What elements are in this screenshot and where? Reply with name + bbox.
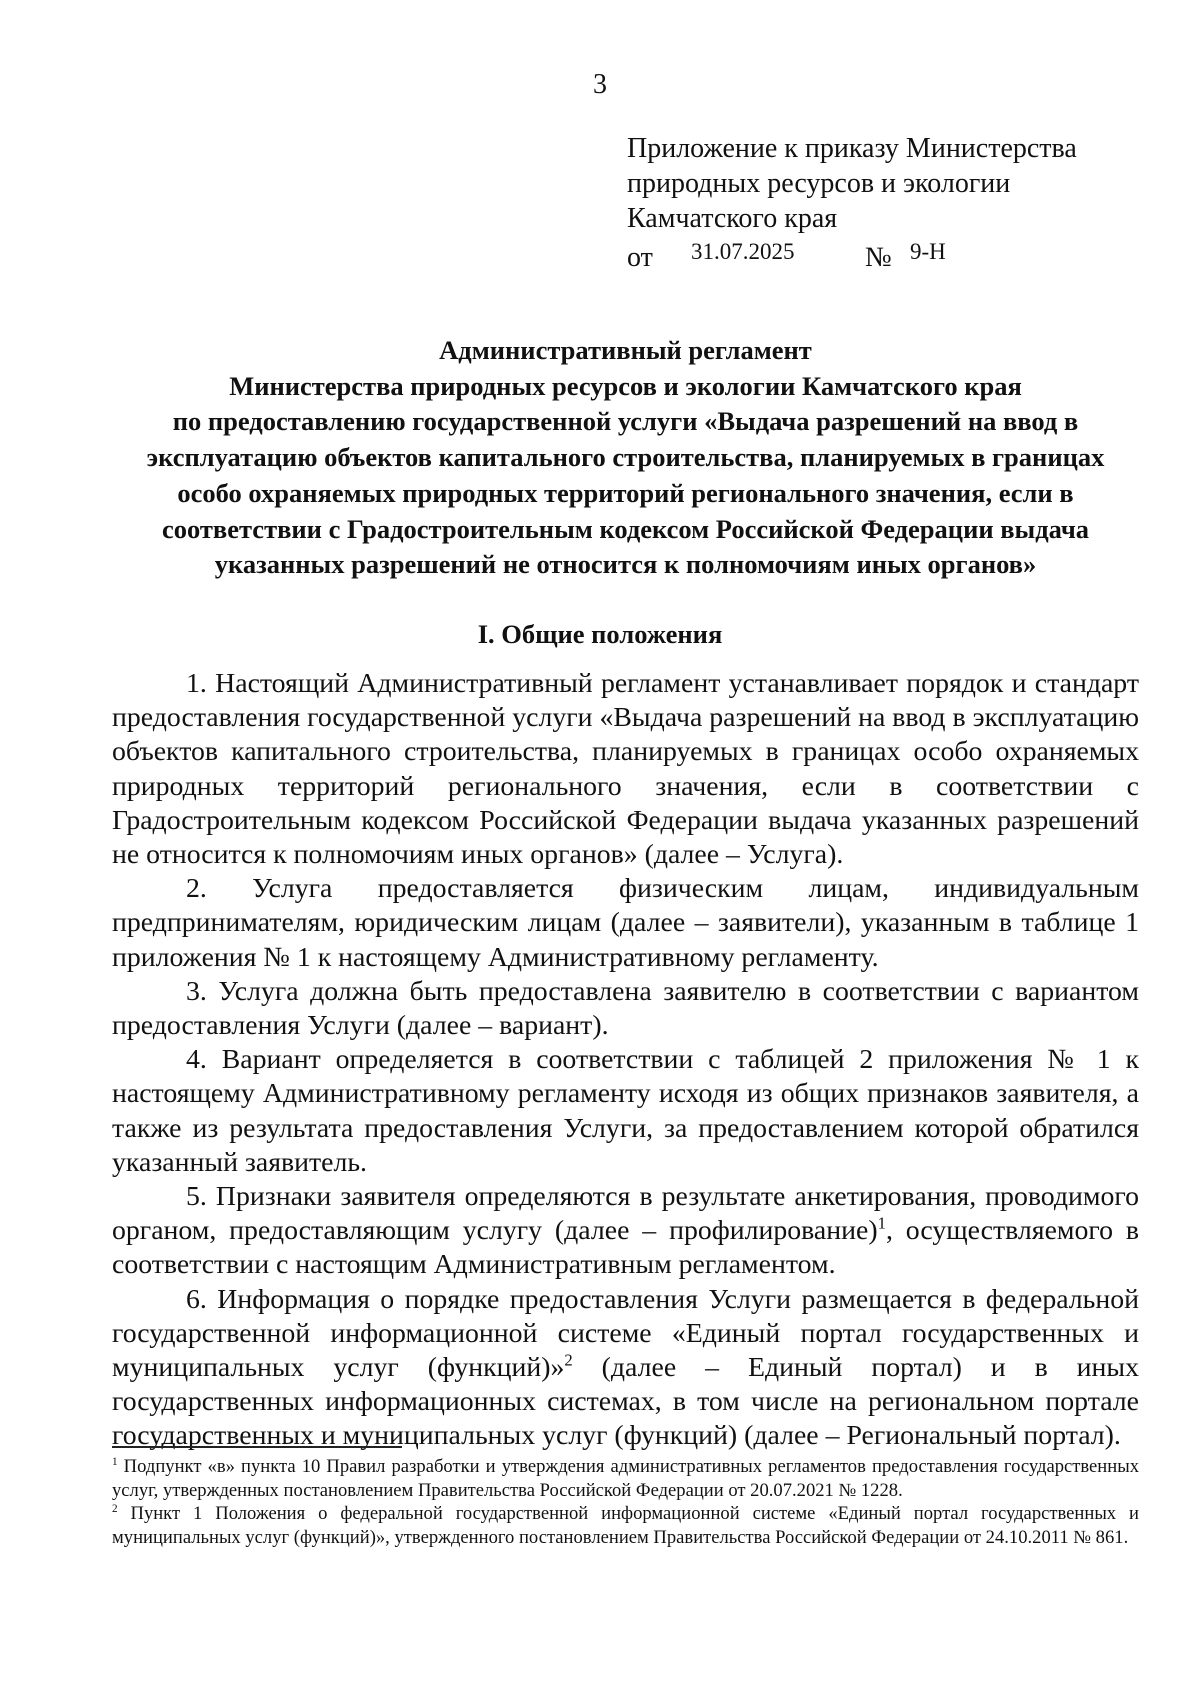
title-line-1: Административный регламент: [439, 335, 812, 365]
footnote-1: [112, 1455, 1139, 1502]
title-line-5: особо охраняемых природных территорий регионального значения, если в: [177, 477, 1074, 508]
order-date: 31.07.2025: [691, 239, 795, 264]
annex-line-2: природных ресурсов и экологии: [627, 168, 1011, 199]
annex-date-row: [627, 236, 1147, 272]
paragraph-1: 1. Настоящий Административный регламент устанавливает порядок и стандарт предоставления государственной услуги «Выдача разрешений на ввод в эксплуатацию объектов капитального строительства, планируемых в границах особо охраняемых природных территорий регионального значения, если в соответствии с Градостроительным кодексом Российской Федерации выдача указанных разрешений не относится к полномочиям иных органов» (далее – Услуга).: [112, 668, 1139, 871]
page-number: 3: [593, 69, 607, 100]
footnote-2-mark: 2: [112, 1503, 118, 1515]
paragraph-5-text: 5. Признаки заявителя определяются в результате анкетирования, проводимого органом, предоставляющим услугу (далее – профилирование): [112, 1181, 1139, 1247]
footnote-1-text: Подпункт «в» пункта 10 Правил разработки и утверждения административных регламентов предоставления государственных услуг, утвержденных постановлением Правительства Российской Федерации от 20.07.2021 № 1228.: [112, 1456, 1139, 1501]
annex-line-1: Приложение к приказу Министерства: [627, 133, 1077, 164]
title-line-6: соответствии с Градостроительным кодексом Российской Федерации выдача: [161, 513, 1090, 544]
title-line-4: эксплуатацию объектов капитального строительства, планируемых в границах: [146, 442, 1105, 473]
annex-line-3: Камчатского края: [627, 203, 838, 234]
footnote-2: [112, 1502, 1139, 1549]
date-from-label: от: [627, 242, 653, 273]
paragraph-6-text: 6. Информация о порядке предоставления Услуги размещается в федеральной государственной информационной системе «Единый портал государственных и муниципальных услуг (функций)»: [112, 1283, 1139, 1384]
footnote-1-mark: 1: [112, 1455, 118, 1468]
paragraph-2: 2. Услуга предоставляется физическим лицам, индивидуальным предпринимателям, юридическим лицам (далее – заявители), указанным в таблице 1 приложения № 1 к настоящему Административному регламенту.: [112, 873, 1139, 973]
footnote-2-text: Пункт 1 Положения о федеральной государственной информационной системе «Единый портал государственных и муниципальных услуг (функций)», утвержденного постановлением Правительства Российской Федерации от 24.10.2011 № 861.: [112, 1503, 1139, 1548]
paragraph-3: 3. Услуга должна быть предоставлена заявителю в соответствии с вариантом предоставления Услуги (далее – вариант).: [112, 975, 1139, 1042]
title-line-3: по предоставлению государственной услуги «Выдача разрешений на ввод в: [172, 406, 1079, 437]
footnote-ref-2: 2: [564, 1350, 573, 1370]
paragraph-5-text-end: , осуществляемого в соответствии с настоящим Административным регламентом.: [112, 1215, 1139, 1281]
footnote-divider: [112, 1446, 402, 1448]
body-text: [112, 667, 1139, 1454]
footnote-ref-1: 1: [877, 1213, 886, 1233]
footnotes: [112, 1455, 1139, 1549]
paragraph-6-text-end: (далее – Единый портал) и в иных государственных информационных системах, в том числе на региональном портале государственных и муниципальных услуг (функций) (далее – Региональный портал).: [112, 1352, 1139, 1452]
paragraph-6: [112, 1283, 1139, 1454]
paragraph-5: [112, 1180, 1139, 1283]
title-line-7: указанных разрешений не относится к полномочиям иных органов»: [214, 549, 1037, 580]
paragraph-4: 4. Вариант определяется в соответствии с таблицей 2 приложения № 1 к настоящему Административному регламенту исходя из общих признаков заявителя, а также из результата предоставления Услуги, за предоставлением которой обратился указанный заявитель.: [112, 1044, 1139, 1178]
section-heading: I. Общие положения: [477, 619, 723, 649]
annex-block: [627, 131, 1147, 272]
title-line-2: Министерства природных ресурсов и экологии Камчатского края: [229, 370, 1022, 401]
number-sign: №: [865, 242, 892, 273]
document-title: [112, 333, 1139, 583]
order-number: 9-Н: [910, 239, 946, 264]
